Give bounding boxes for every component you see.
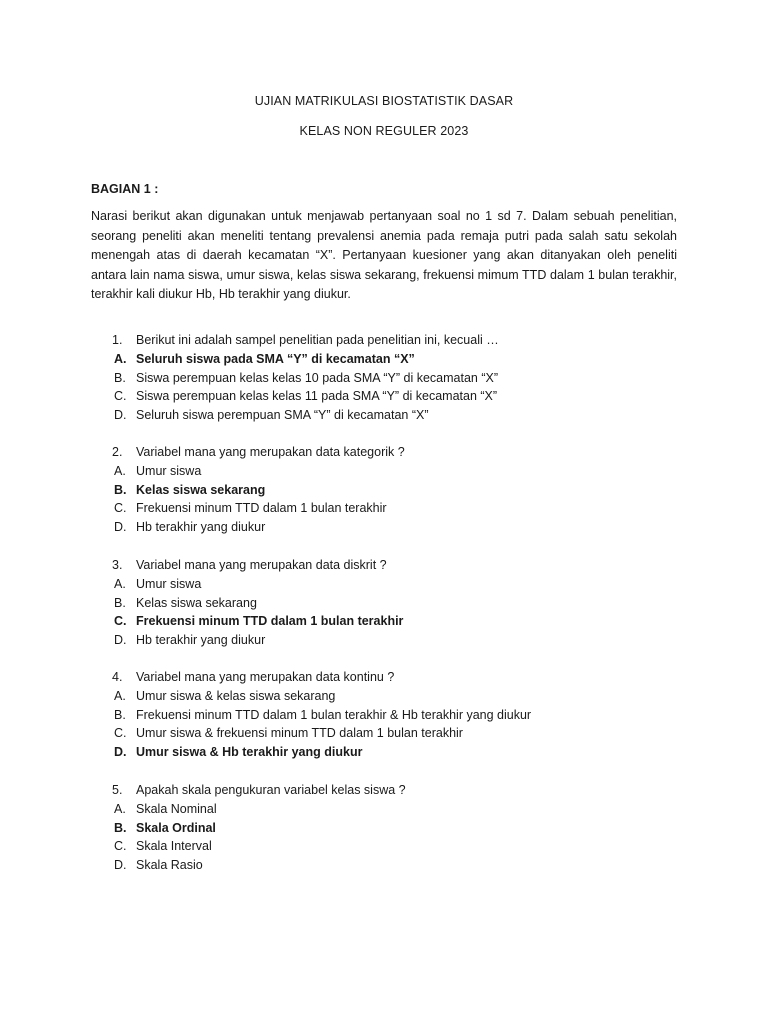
question-text: Berikut ini adalah sampel penelitian pada penelitian ini, kecuali … <box>136 333 499 347</box>
option-letter: A. <box>114 577 126 591</box>
question-number: 2. <box>112 445 123 459</box>
option-text: Umur siswa <box>136 464 202 478</box>
option-text: Kelas siswa sekarang <box>136 595 257 610</box>
option-text: Umur siswa & kelas siswa sekarang <box>136 689 336 703</box>
option-d <box>112 631 712 650</box>
question-number: 5. <box>112 783 123 797</box>
option-d <box>112 856 712 875</box>
option-b <box>112 706 712 725</box>
question-stem <box>112 668 712 687</box>
option-c <box>112 612 712 631</box>
narrative-line: Narasi berikut akan digunakan untuk menjawab pertanyaan soal no 1 sd 7. Dalam sebuah penelitian, <box>91 209 677 223</box>
option-b <box>112 481 712 500</box>
option-letter: D. <box>114 744 127 759</box>
option-d <box>112 743 712 762</box>
option-letter: A. <box>114 689 126 703</box>
question-number: 1. <box>112 333 123 347</box>
section-heading: BAGIAN 1 : <box>91 182 159 196</box>
option-b <box>112 819 712 838</box>
question-text: Variabel mana yang merupakan data kontinu ? <box>136 670 395 684</box>
question-stem <box>112 781 712 800</box>
narrative-line: terakhir kali diukur Hb, Hb terakhir yang diukur. <box>91 287 351 301</box>
option-c <box>112 387 712 406</box>
question-number: 3. <box>112 558 123 572</box>
option-text: Skala Interval <box>136 839 212 854</box>
narrative-line: menengah atas di daerah kecamatan “X”. Pertanyaan kuesioner yang akan ditanyakan oleh peneliti <box>91 248 677 262</box>
narrative-line: seorang peneliti akan meneliti tentang prevalensi anemia pada remaja putri pada salah satu sekolah <box>91 228 677 243</box>
question-text: Apakah skala pengukuran variabel kelas siswa ? <box>136 783 406 797</box>
option-text: Frekuensi minum TTD dalam 1 bulan terakhir & Hb terakhir yang diukur <box>136 707 532 722</box>
question-stem <box>112 331 712 350</box>
question-3 <box>112 556 712 649</box>
option-letter: C. <box>114 839 127 854</box>
option-text: Skala Ordinal <box>136 820 216 835</box>
option-letter: C. <box>114 614 127 629</box>
option-text: Frekuensi minum TTD dalam 1 bulan terakhir <box>136 614 404 629</box>
option-letter: D. <box>114 407 127 422</box>
question-text: Variabel mana yang merupakan data kategorik ? <box>136 445 405 459</box>
option-text: Skala Nominal <box>136 802 217 816</box>
option-letter: B. <box>114 370 126 385</box>
option-a <box>112 462 712 481</box>
document-subtitle: KELAS NON REGULER 2023 <box>299 124 469 138</box>
option-text: Umur siswa <box>136 577 202 591</box>
narrative-line: antara lain nama siswa, umur siswa, kelas siswa sekarang, frekuensi mimum TTD dalam 1 bulan terakhir, <box>91 267 677 282</box>
option-text: Umur siswa & frekuensi minum TTD dalam 1 bulan terakhir <box>136 726 463 741</box>
option-a <box>112 687 712 706</box>
option-b <box>112 594 712 613</box>
option-text: Skala Rasio <box>136 857 203 872</box>
option-text: Hb terakhir yang diukur <box>136 632 266 647</box>
question-stem <box>112 556 712 575</box>
option-letter: B. <box>114 707 126 722</box>
option-text: Hb terakhir yang diukur <box>136 519 266 534</box>
option-letter: A. <box>114 802 126 816</box>
option-letter: C. <box>114 389 127 404</box>
question-2 <box>112 443 712 536</box>
question-1 <box>112 331 712 424</box>
narrative-paragraph <box>91 207 677 305</box>
document-title: UJIAN MATRIKULASI BIOSTATISTIK DASAR <box>254 94 514 108</box>
question-4 <box>112 668 712 761</box>
option-letter: C. <box>114 501 127 516</box>
question-number: 4. <box>112 670 123 684</box>
option-text: Siswa perempuan kelas kelas 11 pada SMA “Y” di kecamatan “X” <box>136 389 498 404</box>
option-text: Seluruh siswa perempuan SMA “Y” di kecamatan “X” <box>136 407 429 422</box>
option-letter: A. <box>114 464 126 478</box>
option-d <box>112 518 712 537</box>
question-5 <box>112 781 712 874</box>
option-d <box>112 406 712 425</box>
option-c <box>112 837 712 856</box>
option-text: Seluruh siswa pada SMA “Y” di kecamatan “X” <box>136 352 415 366</box>
option-letter: C. <box>114 726 127 741</box>
option-letter: B. <box>114 482 127 497</box>
option-text: Frekuensi minum TTD dalam 1 bulan terakhir <box>136 501 387 516</box>
option-a <box>112 800 712 819</box>
option-a <box>112 575 712 594</box>
option-c <box>112 499 712 518</box>
option-letter: B. <box>114 595 126 610</box>
question-stem <box>112 443 712 462</box>
option-letter: D. <box>114 632 127 647</box>
option-b <box>112 369 712 388</box>
option-letter: D. <box>114 857 127 872</box>
option-text: Kelas siswa sekarang <box>136 482 266 497</box>
option-text: Siswa perempuan kelas kelas 10 pada SMA “Y” di kecamatan “X” <box>136 370 498 385</box>
option-letter: D. <box>114 519 127 534</box>
option-text: Umur siswa & Hb terakhir yang diukur <box>136 744 363 759</box>
option-letter: A. <box>114 352 127 366</box>
question-text: Variabel mana yang merupakan data diskrit ? <box>136 558 387 572</box>
option-c <box>112 724 712 743</box>
option-a <box>112 350 712 369</box>
option-letter: B. <box>114 820 127 835</box>
